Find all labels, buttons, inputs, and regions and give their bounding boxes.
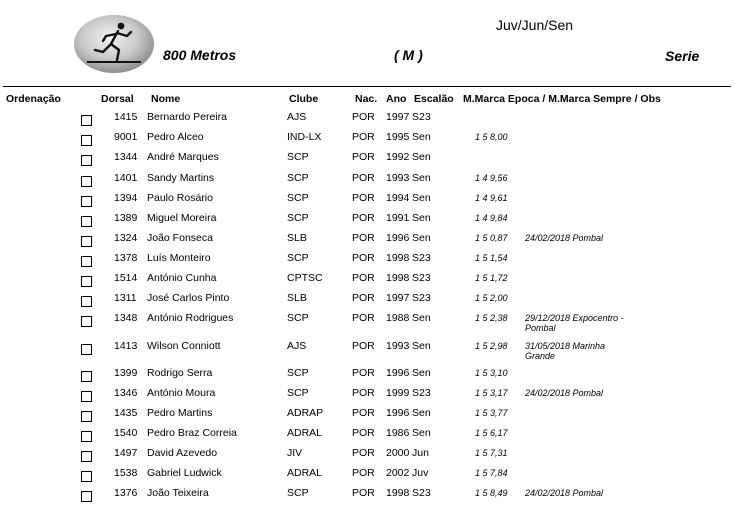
year-cell: 1997 (386, 292, 410, 304)
bib-cell: 1311 (114, 292, 137, 304)
mark-cell: 1 4 9,61 (475, 193, 508, 203)
bib-cell: 1401 (114, 172, 138, 184)
year-cell: 1996 (386, 232, 410, 244)
bib-cell: 1514 (114, 272, 138, 284)
nat-cell: POR (352, 387, 375, 399)
col-header-name: Nome (151, 93, 181, 105)
age-group-cell: Sen (412, 340, 431, 352)
mark-cell: 1 5 0,87 (475, 233, 508, 243)
obs-cell: 24/02/2018 Pombal (525, 488, 604, 498)
mark-cell: 1 5 8,49 (475, 488, 508, 498)
bib-cell: 1348 (114, 312, 138, 324)
mark-cell: 1 5 6,17 (475, 428, 508, 438)
age-group-cell: Jun (412, 447, 429, 459)
name-cell: Wilson Conniott (147, 340, 221, 352)
col-header-club: Clube (289, 93, 319, 105)
obs-cell: 24/02/2018 Pombal (525, 388, 604, 398)
mark-cell: 1 5 1,54 (475, 253, 508, 263)
mark-cell: 1 5 3,17 (475, 388, 508, 398)
col-header-age-group: Escalão (414, 93, 454, 105)
nat-cell: POR (352, 111, 375, 123)
club-cell: SCP (287, 192, 309, 204)
order-checkbox[interactable] (81, 371, 92, 382)
age-group-cell: Sen (412, 407, 431, 419)
nat-cell: POR (352, 252, 375, 264)
order-checkbox[interactable] (81, 471, 92, 482)
mark-cell: 1 4 9,84 (475, 213, 508, 223)
order-checkbox[interactable] (81, 316, 92, 327)
order-checkbox[interactable] (81, 491, 92, 502)
name-cell: David Azevedo (147, 447, 218, 459)
year-cell: 2002 (386, 467, 410, 479)
name-cell: João Teixeira (147, 487, 209, 499)
age-group-cell: Sen (412, 212, 431, 224)
mark-cell: 1 5 1,72 (475, 273, 508, 283)
name-cell: José Carlos Pinto (147, 292, 230, 304)
name-cell: António Rodrigues (147, 312, 234, 324)
bib-cell: 1324 (114, 232, 138, 244)
age-group-cell: Sen (412, 232, 431, 244)
mark-cell: 1 5 2,98 (475, 341, 508, 351)
year-cell: 1988 (386, 312, 410, 324)
name-cell: João Fonseca (147, 232, 213, 244)
name-cell: Miguel Moreira (147, 212, 217, 224)
club-cell: SLB (287, 292, 307, 304)
year-cell: 1994 (386, 192, 410, 204)
bib-cell: 1378 (114, 252, 138, 264)
order-checkbox[interactable] (81, 431, 92, 442)
nat-cell: POR (352, 407, 375, 419)
club-cell: SCP (287, 151, 309, 163)
year-cell: 1998 (386, 252, 410, 264)
obs-cell: 31/05/2018 Marinha Grande (525, 341, 606, 361)
year-cell: 1992 (386, 151, 410, 163)
obs-cell: 29/12/2018 Expocentro - Pombal (525, 313, 624, 333)
order-checkbox[interactable] (81, 155, 92, 166)
bib-cell: 1389 (114, 212, 138, 224)
nat-cell: POR (352, 487, 375, 499)
club-cell: SCP (287, 487, 309, 499)
mark-cell: 1 5 3,10 (475, 368, 508, 378)
nat-cell: POR (352, 212, 375, 224)
mark-cell: 1 5 2,00 (475, 293, 508, 303)
col-header-order: Ordenação (6, 93, 61, 105)
club-cell: SCP (287, 387, 309, 399)
name-cell: Rodrigo Serra (147, 367, 213, 379)
name-cell: António Moura (147, 387, 216, 399)
club-cell: ADRAL (287, 467, 323, 479)
year-cell: 1997 (386, 111, 410, 123)
bib-cell: 1399 (114, 367, 138, 379)
bib-cell: 1540 (114, 427, 138, 439)
order-checkbox[interactable] (81, 344, 92, 355)
club-cell: SCP (287, 252, 309, 264)
nat-cell: POR (352, 272, 375, 284)
obs-cell: 24/02/2018 Pombal (525, 233, 604, 243)
age-group-cell: Juv (412, 467, 429, 479)
order-checkbox[interactable] (81, 451, 92, 462)
mark-cell: 1 5 7,84 (475, 468, 508, 478)
club-cell: SLB (287, 232, 307, 244)
name-cell: António Cunha (147, 272, 217, 284)
club-cell: ADRAL (287, 427, 323, 439)
age-group-cell: S23 (412, 111, 431, 123)
year-cell: 1996 (386, 407, 410, 419)
year-cell: 1993 (386, 340, 410, 352)
mark-cell: 1 5 2,38 (475, 313, 508, 323)
col-header-bib: Dorsal (101, 93, 134, 105)
age-group-cell: Sen (412, 367, 431, 379)
round-label: Serie (665, 48, 700, 64)
nat-cell: POR (352, 367, 375, 379)
bib-cell: 1415 (114, 111, 138, 123)
club-cell: CPTSC (287, 272, 323, 284)
nat-cell: POR (352, 340, 375, 352)
club-cell: SCP (287, 212, 309, 224)
mark-cell: 1 5 3,77 (475, 408, 508, 418)
mark-cell: 1 5 8,00 (475, 132, 508, 142)
year-cell: 1998 (386, 272, 410, 284)
order-checkbox[interactable] (81, 296, 92, 307)
order-checkbox[interactable] (81, 256, 92, 267)
nat-cell: POR (352, 192, 375, 204)
header-divider (3, 86, 731, 87)
bib-cell: 9001 (114, 131, 138, 143)
nat-cell: POR (352, 172, 375, 184)
order-checkbox[interactable] (81, 236, 92, 247)
col-header-nat: Nac. (355, 93, 378, 105)
age-group-cell: S23 (412, 272, 431, 284)
club-cell: SCP (287, 312, 309, 324)
nat-cell: POR (352, 427, 375, 439)
name-cell: Bernardo Pereira (147, 111, 227, 123)
year-cell: 1986 (386, 427, 410, 439)
year-cell: 1996 (386, 367, 410, 379)
col-header-marks: M.Marca Epoca / M.Marca Sempre / Obs (463, 93, 661, 105)
club-cell: ADRAP (287, 407, 324, 419)
order-checkbox[interactable] (81, 196, 92, 207)
club-cell: IND-LX (287, 131, 322, 143)
club-cell: AJS (287, 340, 307, 352)
event-title: 800 Metros (163, 47, 237, 63)
nat-cell: POR (352, 447, 375, 459)
name-cell: Pedro Martins (147, 407, 213, 419)
age-group-cell: S23 (412, 487, 431, 499)
order-checkbox[interactable] (81, 391, 92, 402)
order-checkbox[interactable] (81, 115, 92, 126)
age-group-cell: S23 (412, 387, 431, 399)
nat-cell: POR (352, 232, 375, 244)
nat-cell: POR (352, 292, 375, 304)
bib-cell: 1435 (114, 407, 138, 419)
order-checkbox[interactable] (81, 216, 92, 227)
order-checkbox[interactable] (81, 135, 92, 146)
bib-cell: 1497 (114, 447, 138, 459)
order-checkbox[interactable] (81, 411, 92, 422)
nat-cell: POR (352, 467, 375, 479)
nat-cell: POR (352, 151, 375, 163)
bib-cell: 1346 (114, 387, 138, 399)
club-cell: SCP (287, 367, 309, 379)
club-cell: JIV (287, 447, 303, 459)
order-checkbox[interactable] (81, 276, 92, 287)
name-cell: Pedro Alceo (147, 131, 204, 143)
age-group-cell: Sen (412, 427, 431, 439)
runner-logo-icon (73, 14, 155, 74)
bib-cell: 1394 (114, 192, 138, 204)
age-group-cell: S23 (412, 292, 431, 304)
name-cell: Sandy Martins (147, 172, 215, 184)
name-cell: Pedro Braz Correia (147, 427, 237, 439)
age-group-cell: Sen (412, 151, 431, 163)
mark-cell: 1 5 7,31 (475, 448, 508, 458)
year-cell: 1995 (386, 131, 410, 143)
nat-cell: POR (352, 312, 375, 324)
year-cell: 1999 (386, 387, 410, 399)
club-cell: AJS (287, 111, 307, 123)
year-cell: 2000 (386, 447, 410, 459)
age-group-cell: Sen (412, 131, 431, 143)
bib-cell: 1413 (114, 340, 138, 352)
bib-cell: 1538 (114, 467, 138, 479)
nat-cell: POR (352, 131, 375, 143)
age-group-cell: S23 (412, 252, 431, 264)
name-cell: André Marques (147, 151, 219, 163)
bib-cell: 1376 (114, 487, 138, 499)
gender-label: ( M ) (394, 47, 423, 63)
year-cell: 1998 (386, 487, 410, 499)
bib-cell: 1344 (114, 151, 138, 163)
name-cell: Gabriel Ludwick (147, 467, 222, 479)
col-header-year: Ano (386, 93, 407, 105)
age-group-cell: Sen (412, 172, 431, 184)
order-checkbox[interactable] (81, 176, 92, 187)
club-cell: SCP (287, 172, 309, 184)
category-label: Juv/Jun/Sen (496, 17, 574, 33)
age-group-cell: Sen (412, 192, 431, 204)
mark-cell: 1 4 9,56 (475, 173, 508, 183)
year-cell: 1993 (386, 172, 410, 184)
name-cell: Luís Monteiro (147, 252, 211, 264)
year-cell: 1991 (386, 212, 410, 224)
age-group-cell: Sen (412, 312, 431, 324)
name-cell: Paulo Rosário (147, 192, 213, 204)
